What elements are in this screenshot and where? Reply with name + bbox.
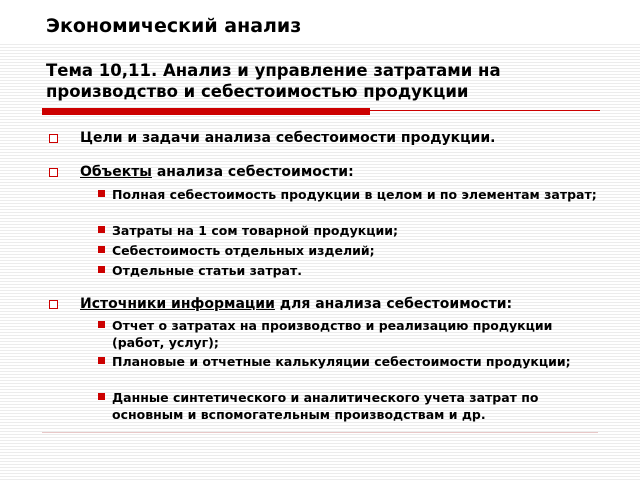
slide-title: Тема 10,11. Анализ и управление затратами на производство и себестоимостью продукции <box>46 61 501 101</box>
hollow-square-bullet-icon <box>49 134 58 143</box>
bullet-goals-text: Цели и задачи анализа себестоимости продукции. <box>80 130 496 146</box>
objects-rest-text: анализа себестоимости: <box>151 164 354 180</box>
title-underline-bar <box>42 108 370 115</box>
sources-item <box>112 389 602 423</box>
sources-rest-text: для анализа себестоимости: <box>274 296 513 312</box>
objects-item-text: Затраты на 1 сом товарной продукции; <box>112 223 399 238</box>
title-underline-line <box>368 110 600 111</box>
filled-square-bullet-icon <box>98 393 105 400</box>
sources-item-text: Данные синтетического и аналитического учета затрат по основным и вспомогательным производствам и др. <box>112 390 539 422</box>
sources-item <box>112 317 602 351</box>
filled-square-bullet-icon <box>98 246 105 253</box>
hollow-square-bullet-icon <box>49 300 58 309</box>
filled-square-bullet-icon <box>98 266 105 273</box>
sources-item <box>112 353 602 370</box>
objects-item-text: Отдельные статьи затрат. <box>112 263 302 278</box>
bullet-goals <box>80 130 600 147</box>
objects-item <box>112 262 602 279</box>
objects-item <box>112 186 602 203</box>
objects-item <box>112 222 602 239</box>
filled-square-bullet-icon <box>98 321 105 328</box>
objects-underlined-text: Объекты <box>80 164 152 180</box>
objects-item-text: Полная себестоимость продукции в целом и по элементам затрат; <box>112 187 597 202</box>
bullet-sources <box>80 296 600 313</box>
sources-underlined-text: Источники информации <box>80 296 275 312</box>
objects-item <box>112 242 602 259</box>
objects-item-text: Себестоимость отдельных изделий; <box>112 243 375 258</box>
bottom-divider <box>42 432 598 433</box>
sources-item-text: Отчет о затратах на производство и реализацию продукции (работ, услуг); <box>112 318 553 350</box>
filled-square-bullet-icon <box>98 357 105 364</box>
app-title: Экономический анализ <box>46 15 302 37</box>
hollow-square-bullet-icon <box>49 168 58 177</box>
filled-square-bullet-icon <box>98 226 105 233</box>
sources-item-text: Плановые и отчетные калькуляции себестоимости продукции; <box>112 354 571 369</box>
filled-square-bullet-icon <box>98 190 105 197</box>
bullet-objects <box>80 164 600 181</box>
